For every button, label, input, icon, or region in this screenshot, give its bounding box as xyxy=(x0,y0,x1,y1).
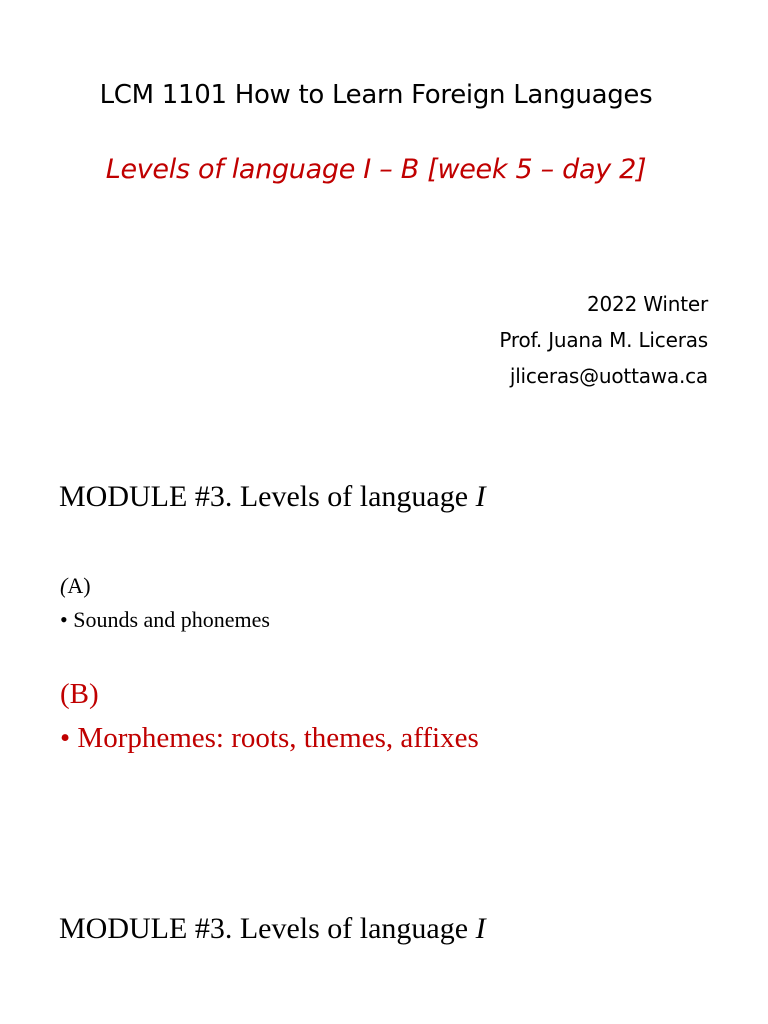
course-title: LCM 1101 How to Learn Foreign Languages xyxy=(99,80,653,110)
section-a-open-paren: ( xyxy=(60,573,68,598)
bullet-text: Morphemes: roots, themes, affixes xyxy=(77,722,479,754)
professor-email: jliceras@uottawa.ca xyxy=(509,364,708,388)
section-b-bullet-item xyxy=(60,722,479,755)
section-b-label: (B) xyxy=(60,678,99,710)
module-heading-numeral: I xyxy=(475,912,486,945)
module-heading-numeral: I xyxy=(475,480,486,513)
module-heading-text: MODULE #3. Levels of language xyxy=(59,480,476,513)
professor-name: Prof. Juana M. Liceras xyxy=(499,328,708,352)
section-a-label xyxy=(60,573,91,599)
section-a-bullet-item xyxy=(60,607,270,633)
section-a-letter: A) xyxy=(67,573,91,598)
next-module-heading xyxy=(59,912,486,946)
bullet-mark: • xyxy=(60,607,68,632)
bullet-mark: • xyxy=(60,722,71,754)
bullet-text: Sounds and phonemes xyxy=(73,607,270,632)
term-label: 2022 Winter xyxy=(587,292,708,316)
module-heading-text: MODULE #3. Levels of language xyxy=(59,912,476,945)
module-heading xyxy=(59,480,486,514)
lecture-subtitle: Levels of language I – B [week 5 – day 2] xyxy=(105,154,647,185)
